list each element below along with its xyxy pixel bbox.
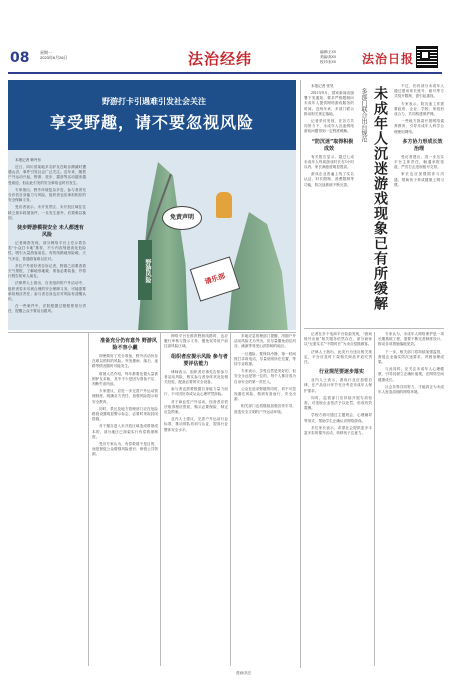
masthead-rule bbox=[8, 72, 442, 74]
subheading-1: 徒步野游模视安全 未人都透有风险 bbox=[17, 225, 84, 239]
body-paragraph: 公众在追求野趣的同时，切不可忽视潜在风险，做到有备而行、安全出游。 bbox=[234, 386, 296, 402]
article-column-4 bbox=[234, 334, 296, 666]
body-paragraph: 参与者也需要根据自身能力量力而行，不可因好奇或从众心理贸然涉险。 bbox=[164, 387, 228, 397]
body-paragraph: 记者在多个电商平台检索发现，“游戏账号出租”相关服务依然存在，部分商家以“无需实名”“不限时长”为卖点招揽顾客。 bbox=[304, 332, 372, 347]
body-paragraph: 有关报告显示，超过七成未成年人每周游戏时长在3小时以内，家长满意度明显提高。 bbox=[304, 154, 354, 170]
body-paragraph: 多位户外爱好者告诉记者，野游之前要查看天气预报、了解地形地貌、准备必要装备，并将行程告知家人朋友。 bbox=[8, 263, 86, 279]
body-paragraph: 与此同时，应关注未成年人心理健康，引导其树立正确价值观，在网络空间健康成长。 bbox=[378, 367, 444, 382]
section-divider bbox=[300, 80, 301, 668]
body-paragraph: 受访专家认为，有偿救援不是目的，而是督促公众增强风险意识、珍惜公共资源。 bbox=[92, 442, 158, 457]
body-paragraph: 救援人员介绍，每年都要处置大量被困驴友求助，其中不少是因为准备不足、判断失误所致。 bbox=[92, 371, 158, 387]
right-headline: 未成年人沉迷游戏现象已有所缓解 bbox=[372, 86, 388, 311]
qr-code-icon bbox=[416, 46, 438, 68]
subheading-5: 行业规范要逐步落实 bbox=[318, 369, 364, 376]
right-kicker: 多部门联合出台规范 bbox=[360, 88, 367, 142]
section-title: 法治经纬 bbox=[188, 50, 253, 68]
byline-left: 本报记者 韩丹东 bbox=[15, 158, 42, 162]
subheading-4: “防沉迷”取得积极成效 bbox=[311, 138, 354, 152]
column-divider bbox=[160, 332, 161, 666]
editor-credits bbox=[320, 50, 360, 65]
date-line-date: 2023年6月26日 bbox=[40, 55, 68, 60]
article-column-2 bbox=[92, 334, 158, 666]
byline-right: 本报记者 张昊 bbox=[311, 84, 334, 88]
body-paragraph: 在一些案件中，法院根据过错程度划分责任，提醒公众不要盲目跟风。 bbox=[8, 304, 86, 314]
disclaimer-bubble: 免责声明 bbox=[162, 206, 202, 230]
body-paragraph: 受访者表示，未开发景区、未开放区域往往缺乏基本救援条件，一旦发生意外，后果难以挽回。 bbox=[8, 205, 86, 220]
right-column-3 bbox=[304, 332, 372, 666]
footer-credit: 漫画/高岳 bbox=[236, 671, 252, 675]
body-paragraph: 业内人士表示，游戏行业应加强自律，在产品设计环节充分考虑未成年人保护需求。 bbox=[304, 378, 372, 393]
feature-bottom-rule bbox=[8, 332, 296, 333]
cliff-shape-right bbox=[228, 212, 288, 330]
designer-line: 美编/高XX bbox=[320, 55, 337, 59]
body-paragraph: 不过，仍有部分未成年人通过借用家长账号、租号等方式绕开限制，需引起重视。 bbox=[394, 84, 444, 99]
body-paragraph: 学校方面可通过主题班会、心理辅导等形式，帮助学生正确认识网络游戏。 bbox=[304, 413, 372, 423]
proofreader-line: 校对/宋XX bbox=[320, 60, 337, 64]
body-paragraph: 同时，监管部门应持续开展专项检查，对违规企业依法予以处罚，形成有效震慑。 bbox=[304, 395, 372, 411]
body-paragraph: 受访者建议，进一步压实平台主体责任，畅通举报渠道，严厉打击违规租号交易。 bbox=[394, 154, 444, 170]
date-line-weekday: 星期一 bbox=[40, 50, 52, 55]
body-paragraph: 专家表示，享受自然是美好的，但安全永远是第一位的，每个人都应成为自身安全的第一责任人。 bbox=[234, 369, 296, 384]
right-split-rule bbox=[304, 328, 444, 329]
body-paragraph: 法律人士指出，此类行为违反相关规定，平台应及时下架相关商品并追究责任。 bbox=[304, 349, 372, 365]
body-paragraph: 法律界人士指出，自发组织的户外活动中，组织者若未尽到合理的安全保障义务，可能需要承担相应责任；参与者自身也应对风险有清醒认识。 bbox=[8, 281, 86, 302]
body-paragraph: 对于商业性户外活动，经营者应依法取得相应资质，购买必要保险，制定应急预案。 bbox=[164, 399, 228, 415]
body-paragraph: 一些地方探索开展网络素养教育，引导未成年人科学合理使用网络。 bbox=[394, 119, 444, 134]
feature-headline: 享受野趣，请不要忽视风险 bbox=[49, 113, 254, 132]
body-paragraph: 网络平台在推荐野游线路时，也应履行审核与提示义务，避免误导用户前往高风险区域。 bbox=[164, 334, 228, 349]
body-paragraph: 相关部门也将继续加强宣传引导，营造安全文明的户外运动环境。 bbox=[234, 404, 296, 414]
right-column-1 bbox=[304, 84, 354, 324]
body-paragraph: 业内人士建议，完善户外运动行业标准，推动领队培训与认证，提高行业整体安全水平。 bbox=[164, 417, 228, 432]
body-paragraph: 下一步，相关部门将持续加强监管，督促企业落实防沉迷要求，巩固治理成果。 bbox=[378, 349, 444, 365]
body-paragraph: 一旦遇险，要保持冷静，第一时间拨打求救电话，尽量说明所在位置，等待专业救援。 bbox=[234, 351, 296, 367]
body-paragraph: 对于擅自进入未开放区域造成救援成本的，部分地区已探索实行有偿救援制度。 bbox=[92, 424, 158, 439]
notice-paper: 请乐部 bbox=[190, 256, 240, 301]
body-paragraph: 多地应急管理部门提醒，汛期户外活动风险尤为突出，应尽量避免前往河谷、溪流等易受山洪影响的地区。 bbox=[234, 334, 296, 349]
body-paragraph: 同时，景区及地方管理部门应在危险路段设置明显警示标志，必要时采取封闭措施。 bbox=[92, 406, 158, 422]
body-paragraph: 近日，四川省某地多名驴友在峡谷溯溪时遭遇山洪，事件引发社会广泛关注。近年来，随着户外运动兴起，野游、徒步、露营等活动越来越受欢迎，但由此引发的安全事故也时有发生。 bbox=[8, 165, 86, 185]
column-divider bbox=[374, 332, 375, 666]
subheading-6: 多方协力形成长效治理 bbox=[402, 138, 443, 152]
subheading-3: 组织者应提示风险 参与者要评估能力 bbox=[171, 353, 228, 367]
editor-line: 编辑/王XX bbox=[320, 50, 337, 54]
article-column-1 bbox=[8, 158, 86, 666]
subheading-2: 准备充分仍有意外 野游风险不容小觑 bbox=[100, 338, 157, 351]
page-date bbox=[40, 50, 100, 60]
cartoon-illustration bbox=[98, 152, 296, 330]
right-column-2 bbox=[394, 84, 444, 324]
body-paragraph: 专家认为，未成年人网络保护是一项长期系统工程，需要不断完善制度设计，推动各项措施落地见效。 bbox=[378, 332, 444, 347]
page-number: 08 bbox=[10, 50, 30, 66]
body-paragraph: 专家建议，应进一步完善户外运动管理制度，明确各方责任，加强风险提示和安全教育。 bbox=[92, 389, 158, 404]
body-paragraph: 专家指出，野外环境复杂多变，参与者须充分评估自身能力与风险，组织者也应承担相应的安全保障义务。 bbox=[8, 187, 86, 203]
article-column-3 bbox=[164, 334, 228, 666]
body-paragraph: 记者采访发现，在各方共同努力下，未成年人沉迷网络游戏问题得到一定程度缓解。 bbox=[304, 119, 354, 134]
body-paragraph: 游戏企业普遍上线了实名认证、时长限制、消费限制等功能，防沉迷系统不断完善。 bbox=[304, 172, 354, 187]
climber-figure bbox=[216, 192, 232, 218]
body-paragraph: 家长也应加强陪伴与沟通，帮助孩子养成健康上网习惯。 bbox=[394, 172, 444, 187]
body-paragraph: 多位家长表示，希望社会提供更多丰富多彩的课外活动，转移孩子注意力。 bbox=[304, 425, 372, 436]
body-paragraph: 2021年8月，国家新闻出版署下发通知，要求严格限制向未成年人提供网络游戏服务的时间。近两年来，多部门联合推动相关规定落地。 bbox=[304, 91, 354, 116]
body-paragraph: 即使做好了充分准备，野外活动仍存在难以预料的风险。突发暴雨、落石、迷路等情况随时可能发生。 bbox=[92, 354, 158, 369]
right-column-4 bbox=[378, 332, 444, 666]
column-divider bbox=[230, 332, 231, 666]
body-paragraph: 专家表示，防沉迷工作需要政府、企业、学校、家庭形成合力，共同构建保护网。 bbox=[394, 101, 444, 117]
body-paragraph: 社会各界共同努力，才能真正为未成年人营造清朗的网络环境。 bbox=[378, 384, 444, 395]
body-paragraph: 律师表示，组织者应事先告知参与者活动风险，核实参与者身体状况及相关经验，配备必要的安全设备。 bbox=[164, 369, 228, 385]
risk-sign-post: 野游风险 bbox=[138, 240, 152, 300]
body-paragraph: 记者调查发现，部分网络平台上充斥着各类“小众打卡地”推荐，不少内容刻意淡化危险性，吸引大量游客前往。有的线路地形险峻、天气多变，普通游客难以应对。 bbox=[8, 241, 86, 261]
newspaper-brand: 法治日报 bbox=[362, 52, 415, 66]
column-divider bbox=[88, 332, 89, 666]
feature-kicker: 野游打卡引遇难引发社会关注 bbox=[102, 97, 206, 106]
